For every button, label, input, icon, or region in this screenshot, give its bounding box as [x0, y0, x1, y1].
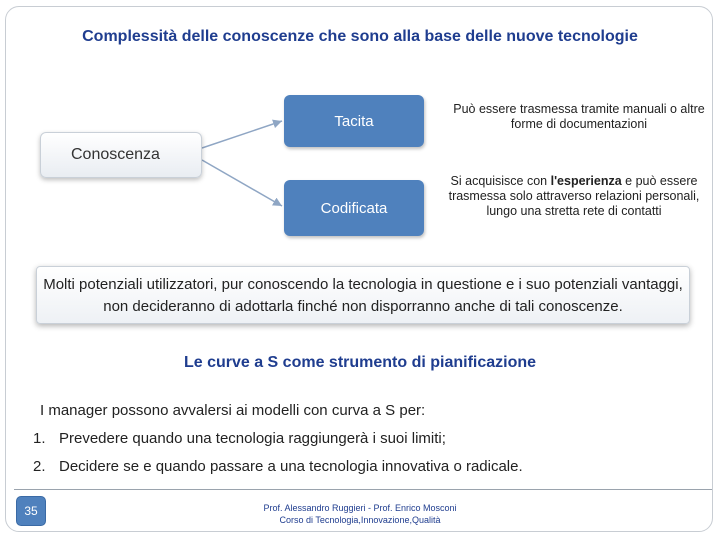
node-conoscenza: Conoscenza — [40, 132, 202, 178]
node-tacita: Tacita — [284, 95, 424, 147]
description-codificata-post: e può essere trasmessa solo attraverso relazioni personali, lungo una stretta rete di contatti — [448, 174, 700, 218]
page-number-badge: 35 — [16, 496, 46, 526]
node-codificata: Codificata — [284, 180, 424, 236]
footer-authors: Prof. Alessandro Ruggieri - Prof. Enrico Mosconi — [263, 503, 457, 513]
description-tacita: Può essere trasmessa tramite manuali o altre forme di documentazioni — [453, 102, 705, 131]
connector-to-codificata — [202, 160, 282, 206]
section-title: Le curve a S come strumento di pianificazione — [183, 354, 537, 371]
connector-to-tacita — [202, 121, 282, 148]
footer-divider — [14, 489, 712, 490]
list-item — [33, 430, 446, 447]
description-codificata — [444, 174, 704, 219]
list-item-number: 1. — [33, 430, 46, 447]
footer-course: Corso di Tecnologia,Innovazione,Qualità — [279, 515, 441, 525]
list-item-text: Decidere se e quando passare a una tecnologia innovativa o radicale. — [59, 458, 523, 475]
footer — [220, 502, 500, 526]
description-codificata-bold: l'esperienza — [550, 174, 622, 188]
callout-box: Molti potenziali utilizzatori, pur conoscendo la tecnologia in questione e i suo potenziali vantaggi, non decideranno di adottarla finché non disporranno anche di tali conoscenze. — [36, 266, 690, 324]
list-item-text: Prevedere quando una tecnologia raggiungerà i suoi limiti; — [59, 430, 446, 447]
description-codificata-pre: Si acquisisce con — [450, 174, 551, 188]
intro-text: I manager possono avvalersi ai modelli con curva a S per: — [40, 402, 426, 419]
list-item — [33, 458, 523, 475]
list-item-number: 2. — [33, 458, 46, 475]
slide-title: Complessità delle conoscenze che sono alla base delle nuove tecnologie — [82, 28, 638, 45]
